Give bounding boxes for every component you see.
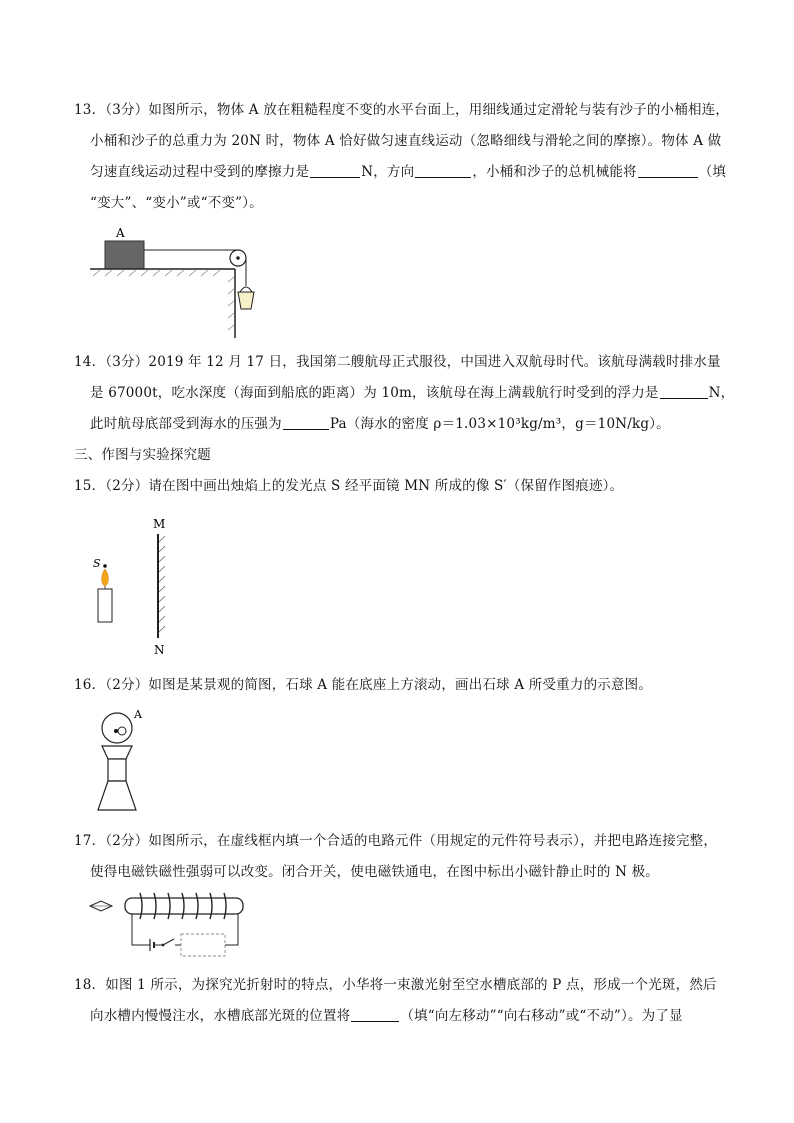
q13-line-1: 13．（3分）如图所示，物体 A 放在粗糙程度不变的水平台面上，用细线通过定滑轮与装有沙子的小桶相连， xyxy=(74,102,730,118)
stone-ball xyxy=(102,713,132,743)
q14-line-2-a: 是 67000t，吃水深度（海面到船底的距离）为 10m，该航母在海上满载航行时受到的浮力是 xyxy=(90,385,659,401)
base-pedestal xyxy=(98,781,136,810)
q13-line-3-d: （填 xyxy=(698,164,727,180)
wire-left xyxy=(132,914,150,945)
q18-line-2-b: （填“向左移动”“向右移动”或“不动”）。为了显 xyxy=(400,1008,683,1024)
q14-line-2 xyxy=(90,384,734,402)
q18-line-2-a: 向水槽内慢慢注水，水槽底部光斑的位置将 xyxy=(90,1008,351,1024)
q13-line-4: “变大”、“变小”或“不变”）。 xyxy=(90,195,263,211)
open-switch xyxy=(163,939,174,945)
q13-line-3-b: N，方向 xyxy=(361,164,415,180)
q14-line-3 xyxy=(90,415,670,433)
q14-line-2-b: N， xyxy=(708,385,735,401)
q14-line-3-b: Pa（海水的密度 ρ＝1.03×10³kg/m³，g＝10N/kg）。 xyxy=(329,416,670,432)
q16-line-1: 16．（2分）如图是某景观的简图，石球 A 能在底座上方滚动，画出石球 A 所受重力的示意图。 xyxy=(74,677,653,693)
point-label-s: S xyxy=(93,557,101,570)
q18-line-1: 18．如图 1 所示，为探究光折射时的特点，小华将一束激光射至空水槽底部的 P 点，形成一个光斑，然后 xyxy=(74,977,717,993)
q13-answer-blank-energy[interactable] xyxy=(638,163,698,178)
q14-line-3-a: 此时航母底部受到海水的压强为 xyxy=(90,416,282,432)
light-point-s xyxy=(103,564,107,568)
mirror-hatching xyxy=(159,536,165,632)
q13-line-3-c: ，小桶和沙子的总机械能将 xyxy=(472,164,637,180)
pulley-axle xyxy=(236,256,240,260)
ball-centre-dot xyxy=(114,729,118,733)
q13-pulley-figure xyxy=(88,222,268,342)
table-hatching xyxy=(93,270,234,330)
q13-line-3-a: 匀速直线运动过程中受到的摩擦力是 xyxy=(90,164,310,180)
base-pillar xyxy=(108,759,126,781)
block-label-a: A xyxy=(116,226,125,240)
q14-line-1: 14．（3分）2019 年 12 月 17 日，我国第二艘航母正式服役，中国进入双航母时代。该航母满载时排水量 xyxy=(74,354,721,370)
q13-line-2: 小桶和沙子的总重力为 20N 时，物体 A 恰好做匀速直线运动（忽略细线与滑轮之间的摩擦）。物体 A 做 xyxy=(90,133,722,149)
mirror-label-m: M xyxy=(153,517,166,531)
q13-line-3 xyxy=(90,163,726,181)
q13-answer-blank-friction[interactable] xyxy=(310,163,360,178)
mirror-label-n: N xyxy=(154,643,165,657)
q18-answer-blank-spot[interactable] xyxy=(351,1007,399,1022)
q17-line-1: 17．（2分）如图所示，在虚线框内填一个合适的电路元件（用规定的元件符号表示），并把电路连接完整， xyxy=(74,833,718,849)
ball-label-a: A xyxy=(134,708,142,721)
q16-stone-ball-figure xyxy=(90,704,160,816)
q18-line-2 xyxy=(90,1007,683,1025)
dashed-component-box[interactable] xyxy=(181,934,225,956)
bucket-handle xyxy=(240,287,252,292)
wire-right xyxy=(225,914,238,945)
block-a xyxy=(105,241,144,269)
q15-mirror-figure xyxy=(88,512,188,660)
q17-line-2: 使得电磁铁磁性强弱可以改变。闭合开关，使电磁铁通电，在图中标出小磁针静止时的 N 极。 xyxy=(90,864,659,880)
q14-answer-blank-pressure[interactable] xyxy=(283,415,329,430)
sand-bucket xyxy=(238,292,254,309)
q17-electromagnet-figure xyxy=(88,890,258,960)
candle-body xyxy=(98,589,112,622)
section-title: 三、作图与实验探究题 xyxy=(74,447,211,463)
q13-answer-blank-direction[interactable] xyxy=(415,163,471,178)
q15-line-1: 15．（2分）请在图中画出烛焰上的发光点 S 经平面镜 MN 所成的像 S′（保留作图痕迹）。 xyxy=(74,478,624,494)
ball-centre-ring xyxy=(118,727,126,735)
candle-flame xyxy=(102,569,109,586)
base-top-cup xyxy=(102,746,132,759)
q14-answer-blank-buoyancy[interactable] xyxy=(660,384,708,399)
